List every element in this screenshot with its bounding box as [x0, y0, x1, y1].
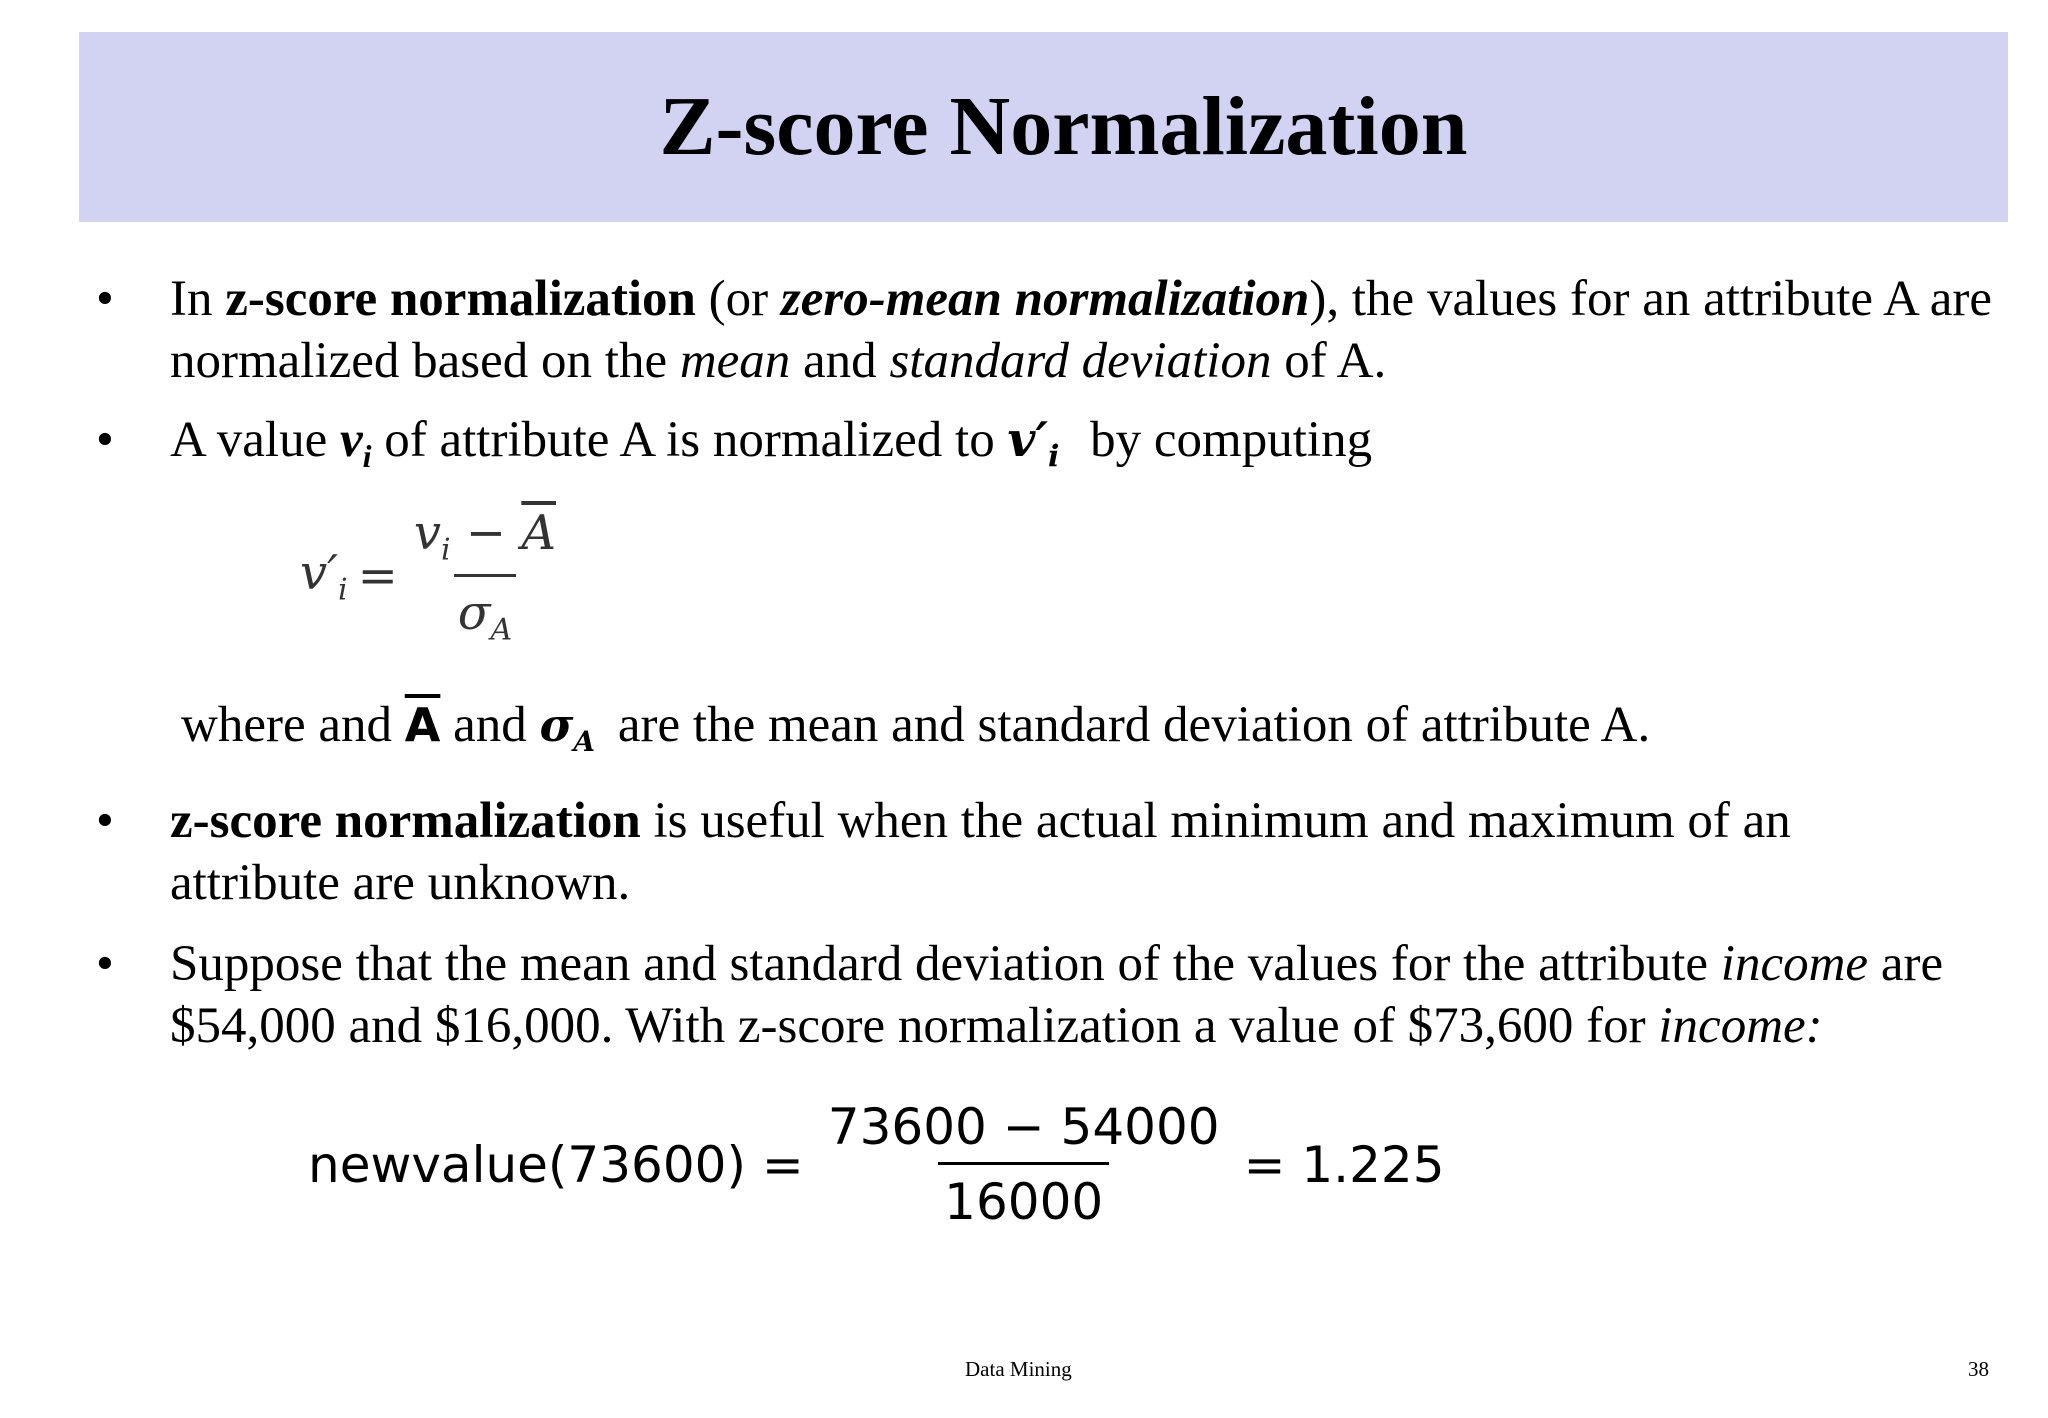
- math-vi: $v_i$: [339, 412, 372, 475]
- bullet-2-text: A value $v_i$ of attribute A is normalized to $v'_i$ by computing: [170, 412, 1373, 475]
- formula-lhs: $v'_i$: [300, 544, 348, 608]
- bullet-4: [96, 933, 1996, 1063]
- example-lhs: newvalue(73600) =: [308, 1135, 804, 1194]
- footer-course-name: Data Mining: [965, 1357, 1072, 1381]
- example-result: = 1.225: [1243, 1135, 1445, 1194]
- bullet-dot: •: [96, 412, 114, 468]
- bullet-3: [96, 790, 1996, 920]
- example-denominator: 16000: [938, 1162, 1109, 1231]
- bullet-3-text: z-score normalization is useful when the actual minimum and maximum of an attribute are unknown.: [170, 793, 1791, 911]
- formula-fraction: [410, 505, 560, 647]
- bullet-1-text: In z-score normalization (or zero-mean normalization), the values for an attribute A are normalized based on the mean and standard deviation of A.: [170, 271, 1992, 389]
- bullet-1: [96, 268, 1996, 398]
- footer-page-number: 38: [1968, 1357, 1989, 1381]
- where-explanation: where and $\overline{A}$ and $\sigma_A$ are the mean and standard deviation of attribute A.: [181, 697, 1651, 759]
- math-a-bar: $\overline{A}$: [404, 698, 441, 752]
- income-example-formula: [308, 1098, 1445, 1231]
- formula-equals: =: [357, 548, 398, 605]
- example-numerator: 73600 − 54000: [827, 1098, 1220, 1156]
- example-fraction: [822, 1098, 1226, 1231]
- math-sigma-a: $\sigma_A$: [539, 698, 596, 759]
- bullet-dot: •: [96, 936, 114, 992]
- bullet-2: [96, 409, 1996, 479]
- math-vi-prime: $v'_i$: [1007, 412, 1060, 475]
- formula-denominator: $\sigma_A$: [454, 574, 516, 648]
- bullet-dot: •: [96, 271, 114, 327]
- title-bar: [79, 32, 2008, 222]
- bullet-dot: •: [96, 793, 114, 849]
- slide-title: Z-score Normalization: [659, 80, 1468, 173]
- zscore-formula: [300, 505, 560, 647]
- formula-numerator: $v_i - \overline{A}$: [413, 505, 556, 568]
- bullet-4-text: Suppose that the mean and standard deviation of the values for the attribute income are $54,000 and $16,000. With z-score normalization a value of $73,600 for income:: [170, 936, 1944, 1054]
